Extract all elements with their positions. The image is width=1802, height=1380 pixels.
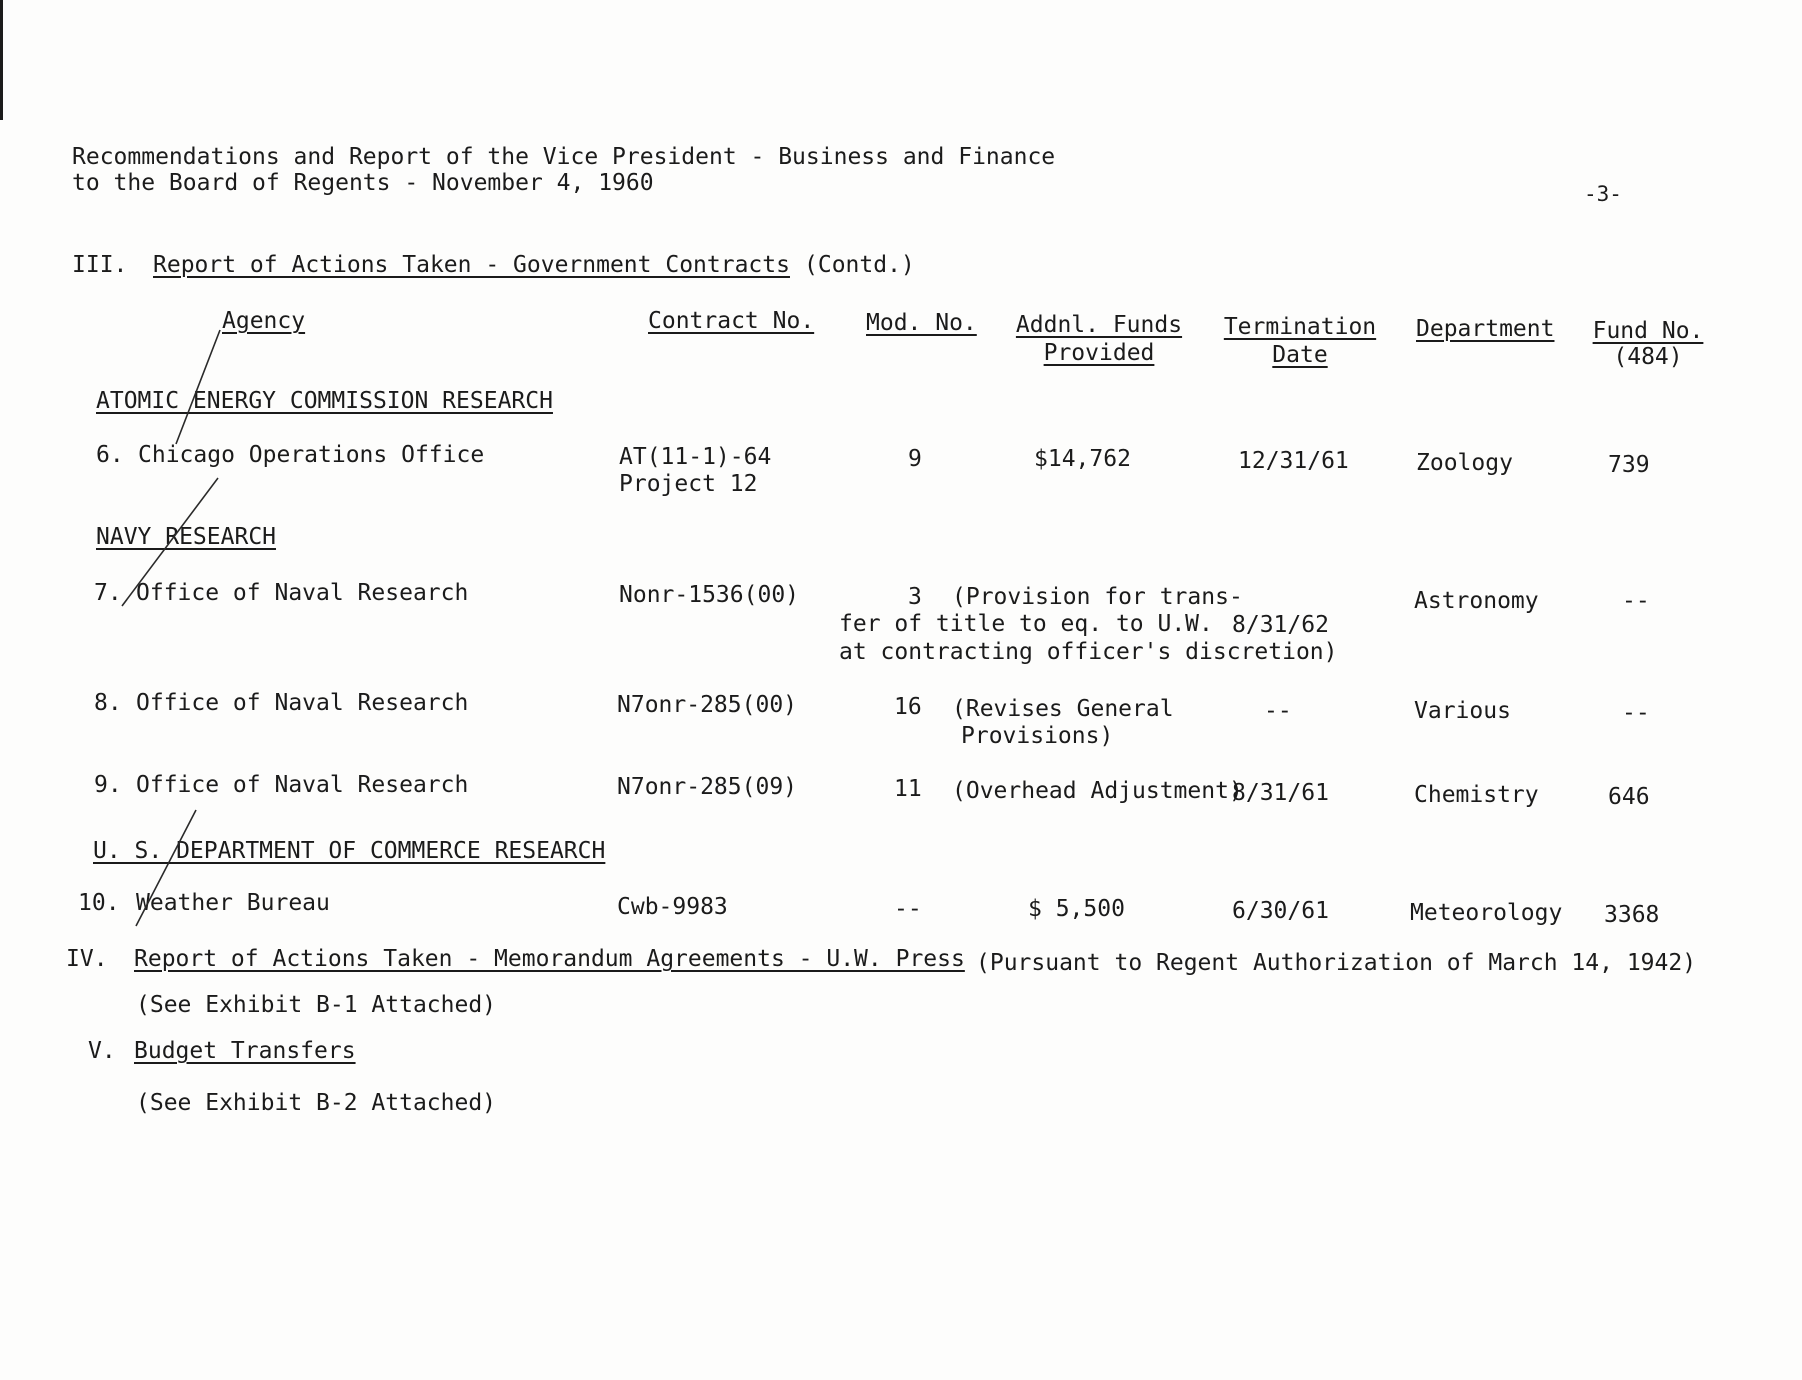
column-header-mod-no: Mod. No. xyxy=(866,310,977,336)
column-header-funds-line-1: Addnl. Funds xyxy=(1015,312,1183,338)
row-agency: Weather Bureau xyxy=(136,890,330,916)
row-fund-no: 739 xyxy=(1608,452,1650,478)
column-header-fund-no-line-1: Fund No. xyxy=(1592,318,1704,344)
group-heading-navy: NAVY RESEARCH xyxy=(96,524,277,550)
row-number: 7. xyxy=(94,580,122,606)
row-termination-date: 12/31/61 xyxy=(1238,448,1349,474)
row-termination-date: 6/30/61 xyxy=(1232,898,1329,924)
row-agency: Office of Naval Research xyxy=(136,580,469,606)
row-note-line-1: (Revises General xyxy=(952,696,1174,722)
row-agency: Office of Naval Research xyxy=(136,690,469,716)
row-contract: Cwb-9983 xyxy=(617,894,728,920)
row-department: Meteorology xyxy=(1410,900,1563,926)
row-department: Various xyxy=(1414,698,1511,724)
row-note-line-2: fer of title to eq. to U.W. xyxy=(839,611,1213,637)
column-header-agency: Agency xyxy=(222,308,306,334)
row-mod-no: 16 xyxy=(894,694,922,720)
row-note-line-1: (Overhead Adjustment) xyxy=(952,778,1243,804)
section-iv-title: Report of Actions Taken - Memorandum Agreements - U.W. Press xyxy=(134,946,965,972)
section-v-title: Budget Transfers xyxy=(134,1038,356,1064)
row-contract: N7onr-285(09) xyxy=(617,774,798,800)
row-contract: N7onr-285(00) xyxy=(617,692,798,718)
row-funds: $14,762 xyxy=(1034,446,1131,472)
row-mod-no: 11 xyxy=(894,776,922,802)
row-contract-line-2: Project 12 xyxy=(619,471,758,497)
column-header-department: Department xyxy=(1416,316,1555,342)
section-v-note: (See Exhibit B-2 Attached) xyxy=(136,1090,497,1116)
row-mod-no: 9 xyxy=(908,446,922,472)
section-iii-suffix: (Contd.) xyxy=(804,252,915,278)
section-iii-title: Report of Actions Taken - Government Contracts xyxy=(153,252,790,278)
row-note-line-1: (Provision for trans- xyxy=(952,584,1243,610)
row-department: Chemistry xyxy=(1414,782,1539,808)
column-header-fund-no-line-2: (484) xyxy=(1613,344,1683,370)
report-header-line-1: Recommendations and Report of the Vice President - Business and Finance xyxy=(72,144,1056,170)
section-iv-suffix: (Pursuant to Regent Authorization of March 14, 1942) xyxy=(976,950,1697,976)
row-mod-no: 3 xyxy=(908,584,922,610)
row-fund-no: -- xyxy=(1622,588,1650,614)
row-department: Zoology xyxy=(1416,450,1513,476)
row-agency: Chicago Operations Office xyxy=(138,442,485,468)
pen-check-mark xyxy=(176,330,220,444)
section-iv-note: (See Exhibit B-1 Attached) xyxy=(136,992,497,1018)
row-termination-date: 8/31/62 xyxy=(1232,612,1329,638)
section-iii-numeral: III. xyxy=(72,252,128,278)
row-number: 9. xyxy=(94,772,122,798)
row-mod-no: -- xyxy=(894,896,922,922)
scan-edge-mark xyxy=(0,0,3,120)
row-contract-line-1: AT(11-1)-64 xyxy=(619,444,772,470)
group-heading-commerce: U. S. DEPARTMENT OF COMMERCE RESEARCH xyxy=(93,838,606,864)
column-header-termination-line-1: Termination xyxy=(1223,314,1377,340)
row-note-line-2: Provisions) xyxy=(961,723,1114,749)
row-number: 10. xyxy=(78,890,120,916)
page-number: -3- xyxy=(1584,182,1622,206)
column-header-funds-line-2: Provided xyxy=(1043,340,1155,366)
section-v-numeral: V. xyxy=(88,1038,116,1064)
row-termination-date: 8/31/61 xyxy=(1232,780,1329,806)
column-header-termination-line-2: Date xyxy=(1272,342,1328,368)
row-funds: $ 5,500 xyxy=(1028,896,1125,922)
section-iv-numeral: IV. xyxy=(66,946,108,972)
row-agency: Office of Naval Research xyxy=(136,772,469,798)
row-number: 6. xyxy=(96,442,124,468)
row-note-line-3: at contracting officer's discretion) xyxy=(839,639,1338,665)
group-heading-atomic-energy: ATOMIC ENERGY COMMISSION RESEARCH xyxy=(96,388,553,414)
row-number: 8. xyxy=(94,690,122,716)
row-fund-no: 646 xyxy=(1608,784,1650,810)
row-fund-no: 3368 xyxy=(1604,902,1660,928)
report-header-line-2: to the Board of Regents - November 4, 1960 xyxy=(72,170,654,196)
row-fund-no: -- xyxy=(1622,700,1650,726)
row-termination-date: -- xyxy=(1264,698,1292,724)
row-department: Astronomy xyxy=(1414,588,1539,614)
row-contract: Nonr-1536(00) xyxy=(619,582,800,608)
column-header-contract-no: Contract No. xyxy=(648,308,815,334)
